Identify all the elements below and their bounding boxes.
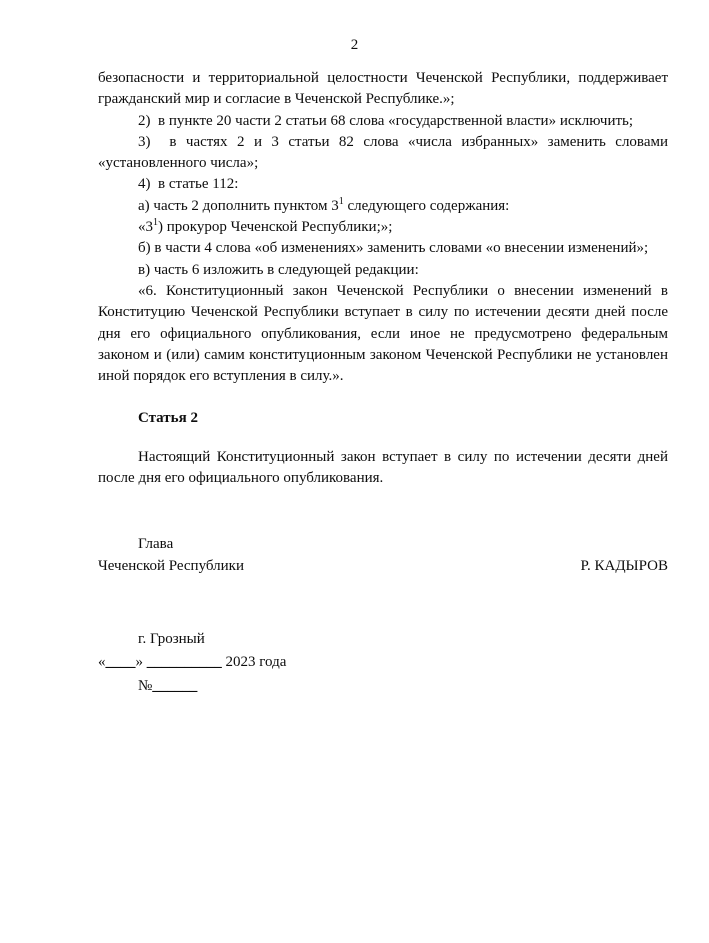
date-month-blank[interactable]: __________ bbox=[146, 654, 222, 671]
date-line bbox=[98, 650, 668, 674]
superscript-one: 1 bbox=[153, 217, 158, 229]
spacer bbox=[98, 430, 668, 447]
paragraph-continuation: безопасности и территориальной целостности Чеченской Республики, поддерживает гражданский мир и согласие в Чеченской Республике.»; bbox=[98, 70, 672, 108]
list-item-4: 4) в статье 112: bbox=[138, 176, 239, 193]
page-number: 2 bbox=[350, 37, 359, 53]
signatory-line bbox=[98, 556, 668, 577]
list-item-4a-quote bbox=[98, 217, 668, 238]
list-item-4a-quote-text-before: «3 bbox=[138, 219, 153, 236]
signatory-role-line-2: Чеченской Республики bbox=[98, 557, 244, 574]
list-item-2: 2) в пункте 20 части 2 статьи 68 слова «государственной власти» исключить; bbox=[138, 112, 634, 129]
signatory-role-line-1: Глава bbox=[138, 536, 174, 553]
city-line: г. Грозный bbox=[138, 630, 205, 647]
signature-block bbox=[98, 534, 668, 577]
list-item-4a-quote-text-after: ) прокурор Чеченской Республики;»; bbox=[158, 219, 393, 236]
list-item-4a-text-after: следующего содержания: bbox=[343, 197, 510, 214]
spacer bbox=[98, 489, 668, 534]
date-day-blank[interactable]: ____ bbox=[105, 654, 136, 671]
list-item-4v-quote: «6. Конституционный закон Чеченской Республики о внесении изменений в Конституцию Чеченской Республики вступает в силу по истечении десяти дней после дня его официального опубликования, если иное не предусмотрено федеральным законом и (или) самим конституционным законом Чеченской Республики не установлен иной порядок его вступления в силу.». bbox=[98, 282, 672, 385]
list-item-4a-text-before: а) часть 2 дополнить пунктом 3 bbox=[138, 197, 339, 214]
date-quote-close: » bbox=[135, 654, 143, 671]
spacer bbox=[98, 387, 668, 408]
list-item-4v: в) часть 6 изложить в следующей редакции: bbox=[138, 261, 419, 278]
signatory-name: Р. КАДЫРОВ bbox=[580, 557, 668, 574]
document-number-line bbox=[98, 674, 668, 698]
number-symbol: № bbox=[138, 678, 153, 695]
article-2-heading: Статья 2 bbox=[138, 410, 198, 427]
spacer bbox=[98, 577, 668, 629]
date-quote-open: « bbox=[98, 654, 106, 671]
article-2-text: Настоящий Конституционный закон вступает в силу по истечении десяти дней после дня его официального опубликования. bbox=[98, 448, 672, 487]
list-item-4a bbox=[98, 196, 668, 217]
document-number-blank[interactable]: ______ bbox=[152, 678, 198, 695]
list-item-4b: б) в части 4 слова «об изменениях» заменить словами «о внесении изменений»; bbox=[138, 240, 649, 257]
superscript-one: 1 bbox=[338, 195, 344, 207]
date-year: 2023 года bbox=[221, 654, 287, 671]
list-item-3: 3) в частях 2 и 3 статьи 82 слова «числа избранных» заменить словами «установленного числа»; bbox=[98, 133, 672, 172]
document-body bbox=[98, 68, 672, 698]
